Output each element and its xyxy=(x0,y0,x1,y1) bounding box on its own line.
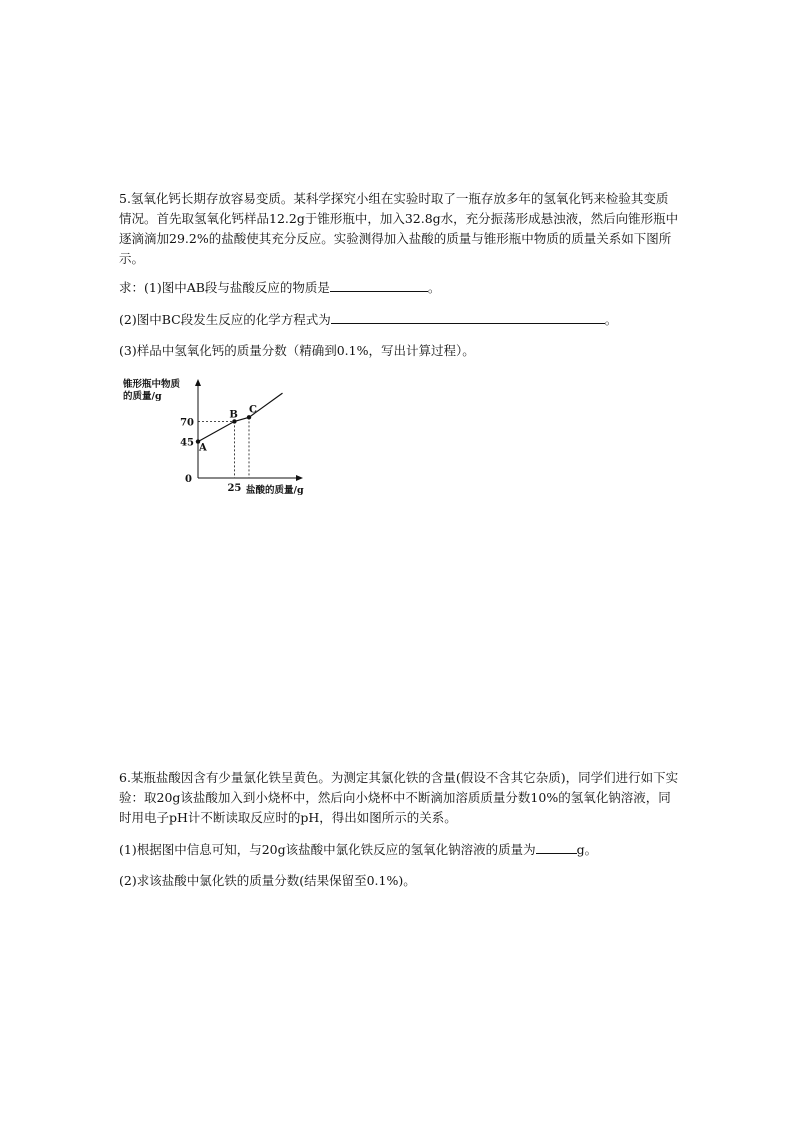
x-tick-label-25: 25 xyxy=(227,483,242,494)
y-axis-label-line1: 锥形瓶中物质 xyxy=(123,379,181,390)
y-axis-label-line2: 的质量/g xyxy=(123,391,162,402)
point-c xyxy=(247,415,251,419)
q6-part-1-text: (1)根据图中信息可知，与20g该盐酸中氯化铁反应的氢氧化钠溶液的质量为 xyxy=(119,842,536,857)
origin-label: 0 xyxy=(185,474,192,485)
question-6-part-1 xyxy=(119,839,679,860)
y-axis xyxy=(195,379,201,478)
question-6-part-2: (2)求该盐酸中氯化铁的质量分数(结果保留至0.1%)。 xyxy=(119,873,416,888)
y-tick-label-70: 70 xyxy=(180,417,194,429)
x-axis xyxy=(198,475,303,481)
part-1-text: 求：(1)图中AB段与盐酸反应的物质是 xyxy=(119,280,330,295)
part-2-suffix: 。 xyxy=(604,312,618,327)
point-label-a: A xyxy=(199,442,207,454)
question-5-stem: 5.氢氧化钙长期存放容易变质。某科学探究小组在实验时取了一瓶存放多年的氢氧化钙来检验其变质情况。首先取氢氧化钙样品12.2g于锥形瓶中，加入32.8g水，充分振荡形成悬浊液，然后向锥形瓶中逐滴滴加29.2%的盐酸使其充分反应。实验测得加入盐酸的质量与锥形瓶中物质的质量关系如下图所示。 xyxy=(119,191,679,266)
answer-blank-1[interactable] xyxy=(330,277,428,292)
q6-part-1-suffix: g。 xyxy=(576,842,598,857)
series-line xyxy=(198,393,283,442)
point-label-b: B xyxy=(229,409,238,421)
question-5-part-1 xyxy=(119,277,679,298)
answer-blank-2[interactable] xyxy=(331,309,605,324)
part-2-text: (2)图中BC段发生反应的化学方程式为 xyxy=(119,312,331,327)
answer-blank-3[interactable] xyxy=(536,839,577,854)
x-axis-label: 盐酸的质量/g xyxy=(246,485,304,496)
y-tick-label-45: 45 xyxy=(180,437,194,449)
part-1-suffix: 。 xyxy=(427,280,441,295)
question-5-part-3: (3)样品中氢氧化钙的质量分数（精确到0.1%，写出计算过程）。 xyxy=(119,343,475,358)
question-6-stem: 6.某瓶盐酸因含有少量氯化铁呈黄色。为测定其氯化铁的含量(假设不含其它杂质)，同学们进行如下实验：取20g该盐酸加入到小烧杯中，然后向小烧杯中不断滴加溶质质量分数10%的氢氧化钠溶液，同时用电子pH计不断读取反应时的pH，得出如图所示的关系。 xyxy=(119,770,679,825)
question-5-part-2 xyxy=(119,309,679,330)
point-label-c: C xyxy=(249,404,257,416)
mass-chart xyxy=(115,372,325,497)
